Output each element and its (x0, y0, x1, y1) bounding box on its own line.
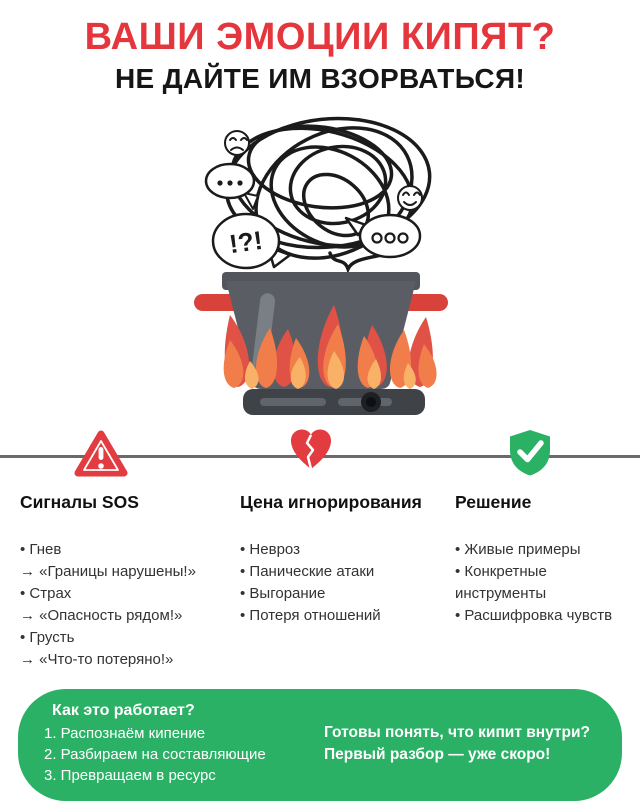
column-title: Сигналы SOS (20, 491, 139, 512)
list-item: • Грусть (20, 628, 75, 646)
list-item: • Выгорание (240, 584, 326, 602)
list-item: • Конкретные инструменты (455, 562, 547, 602)
stove-burner-icon (243, 389, 425, 415)
cta-line-2: Первый разбор — уже скоро! (324, 745, 551, 763)
list-item: • Страх (20, 584, 72, 602)
poster-title: ВАШИ ЭМОЦИИ КИПЯТ? (84, 16, 556, 58)
sad-face-icon (225, 131, 249, 155)
list-item: → «Границы нарушены!» (20, 562, 196, 580)
speech-bubble-dots-left-icon (206, 164, 258, 209)
list-item: → «Опасность рядом!» (20, 606, 183, 624)
column-ignoring-cost (240, 492, 455, 671)
column-title: Цена игнорирования (240, 491, 422, 512)
step-item: 2. Разбираем на составляющие (44, 745, 266, 763)
list-item: • Расшифровка чувств (455, 606, 613, 624)
column-sos-signals (20, 492, 240, 671)
list-item: • Потеря отношений (240, 606, 381, 624)
step-item: 3. Превращаем в ресурс (44, 766, 216, 784)
column-title: Решение (455, 491, 532, 512)
how-it-works-banner (18, 689, 622, 801)
cta-line-1: Готовы понять, что кипит внутри? (324, 723, 590, 741)
speech-bubble-exclaim-icon (213, 214, 290, 268)
step-item: 1. Распознаём кипение (44, 724, 206, 742)
broken-heart-icon (288, 427, 334, 473)
column-solution (455, 492, 626, 671)
list-item: • Невроз (240, 540, 300, 558)
list-item: • Панические атаки (240, 562, 375, 580)
list-item: → «Что-то потеряно!» (20, 650, 174, 668)
smiley-face-icon (398, 186, 422, 210)
how-it-works-title: Как это работает? (52, 701, 195, 719)
list-item: • Гнев (20, 540, 62, 558)
warning-triangle-icon (74, 429, 128, 481)
info-columns (0, 492, 640, 671)
shield-check-icon (508, 428, 552, 478)
list-item: • Живые примеры (455, 540, 581, 558)
header (0, 0, 640, 95)
boiling-emotions-illustration (0, 101, 640, 431)
divider-line (0, 455, 640, 458)
cta-block (302, 722, 602, 766)
poster-subtitle: НЕ ДАЙТЕ ИМ ВЗОРВАТЬСЯ! (115, 62, 525, 94)
speech-bubble-dots-right-icon (346, 215, 420, 257)
how-it-works-block (44, 702, 302, 786)
exclaim-text: !?! (227, 224, 265, 260)
